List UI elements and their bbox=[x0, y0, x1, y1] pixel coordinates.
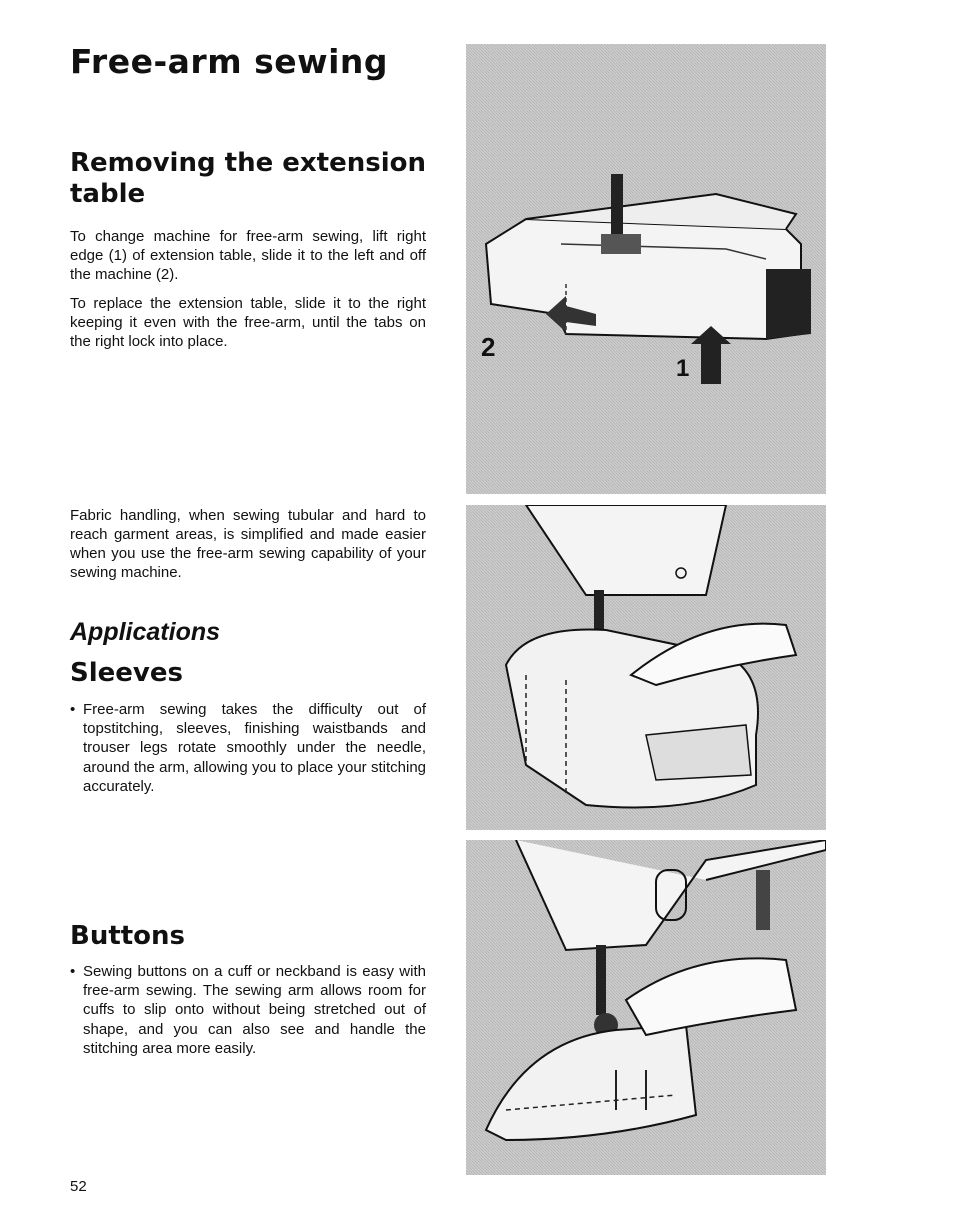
extension-table-illustration bbox=[466, 44, 826, 494]
buttons-bullet bbox=[70, 962, 426, 1058]
page-number: 52 bbox=[70, 1178, 87, 1195]
removing-paragraph-1: To change machine for free-arm sewing, lift right edge (1) of extension table, slide it to the left and off the machine (2). bbox=[70, 228, 426, 283]
bullet-dot: • bbox=[70, 963, 76, 980]
arrow-label-2: 2 bbox=[481, 332, 496, 362]
buttons-bullet-text: Sewing buttons on a cuff or neckband is easy with free-arm sewing. The sewing arm allows room for cuffs to slip onto without being stretched out of shape, and you can also see and handle the stitching area more easily. bbox=[83, 963, 426, 1057]
removing-heading: Removing the extension table bbox=[70, 148, 427, 209]
sleeve-sewing-illustration bbox=[466, 505, 826, 830]
arrow-label-1: 1 bbox=[676, 355, 690, 382]
button-sewing-illustration bbox=[466, 840, 826, 1175]
sleeves-bullet-text: Free-arm sewing takes the difficulty out of topstitching, sleeves, finishing waistbands and trouser legs rotate smoothly under the needle, around the arm, allowing you to place your stitching accurately. bbox=[83, 701, 426, 795]
removing-paragraph-2: To replace the extension table, slide it to the right keeping it even with the free-arm, until the tabs on the right lock into place. bbox=[70, 295, 426, 350]
sleeves-bullet bbox=[70, 700, 426, 796]
buttons-heading: Buttons bbox=[70, 921, 186, 951]
bullet-dot: • bbox=[70, 701, 76, 718]
sleeves-heading: Sleeves bbox=[70, 658, 183, 688]
page-title: Free-arm sewing bbox=[70, 42, 389, 81]
applications-heading: Applications bbox=[70, 618, 221, 646]
intro-paragraph: Fabric handling, when sewing tubular and hard to reach garment areas, is simplified and made easier when you use the free-arm sewing capability of your sewing machine. bbox=[70, 507, 426, 581]
